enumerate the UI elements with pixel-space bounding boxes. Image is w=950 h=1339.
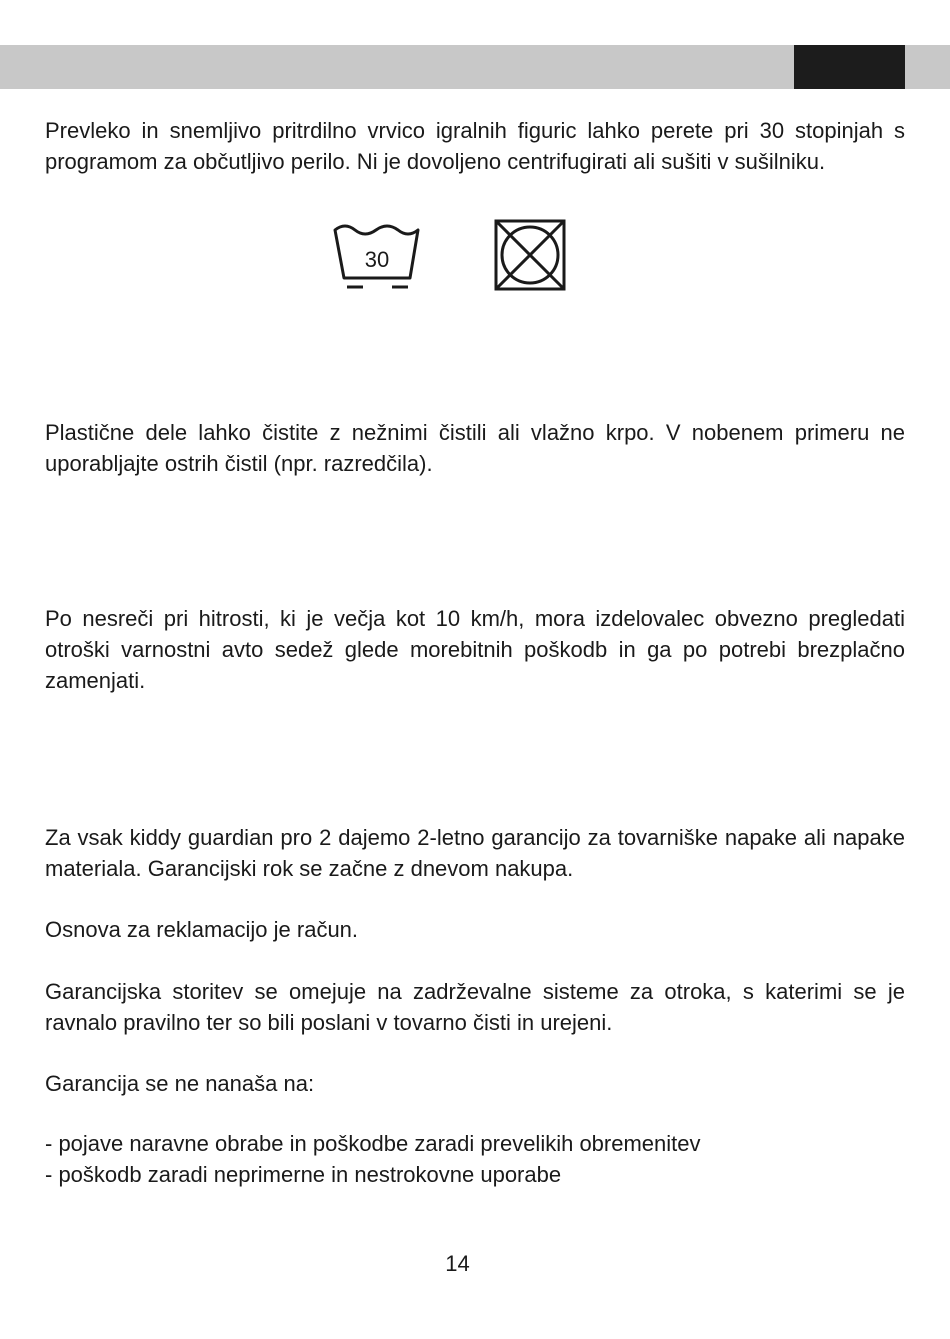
washing-instructions: Prevleko in snemljivo pritrdilno vrvico igralnih figuric lahko perete pri 30 stopinjah s programom za občutljivo perilo. Ni je dovoljeno centrifugirati ali sušiti v sušilniku. bbox=[45, 118, 905, 174]
cleaning-instructions: Plastične dele lahko čistite z nežnimi čistili ali vlažno krpo. V nobenem primeru ne uporabljajte ostrih čistil (npr. razredčila). bbox=[45, 420, 905, 476]
warranty-scope: Garancijska storitev se omejuje na zadrževalne sisteme za otroka, s katerimi se je ravnalo pravilno ter so bili poslani v tovarno čisti in urejeni. bbox=[45, 979, 905, 1035]
do-not-tumble-dry-icon bbox=[494, 219, 566, 291]
wash-30-gentle-icon bbox=[332, 224, 422, 294]
warranty-exclusion-item: - pojave naravne obrabe in poškodbe zaradi prevelikih obremenitev bbox=[45, 1131, 701, 1156]
accident-notice: Po nesreči pri hitrosti, ki je večja kot 10 km/h, mora izdelovalec obvezno pregledati otroški varnostni avto sedež glede morebitnih poškodb in ga po potrebi brezplačno zamenjati. bbox=[45, 606, 905, 693]
warranty-exclusion-item: - poškodb zaradi neprimerne in nestrokovne uporabe bbox=[45, 1162, 562, 1187]
wash-temperature-label: 30 bbox=[364, 247, 390, 272]
warranty-basis: Osnova za reklamacijo je račun. bbox=[45, 917, 359, 942]
warranty-intro: Za vsak kiddy guardian pro 2 dajemo 2-letno garancijo za tovarniške napake ali napake materiala. Garancijski rok se začne z dnevom nakupa. bbox=[45, 825, 905, 881]
warranty-exclusions-title: Garancija se ne nanaša na: bbox=[45, 1071, 315, 1096]
header-tab-block bbox=[794, 45, 905, 89]
page-number: 14 bbox=[445, 1251, 470, 1276]
